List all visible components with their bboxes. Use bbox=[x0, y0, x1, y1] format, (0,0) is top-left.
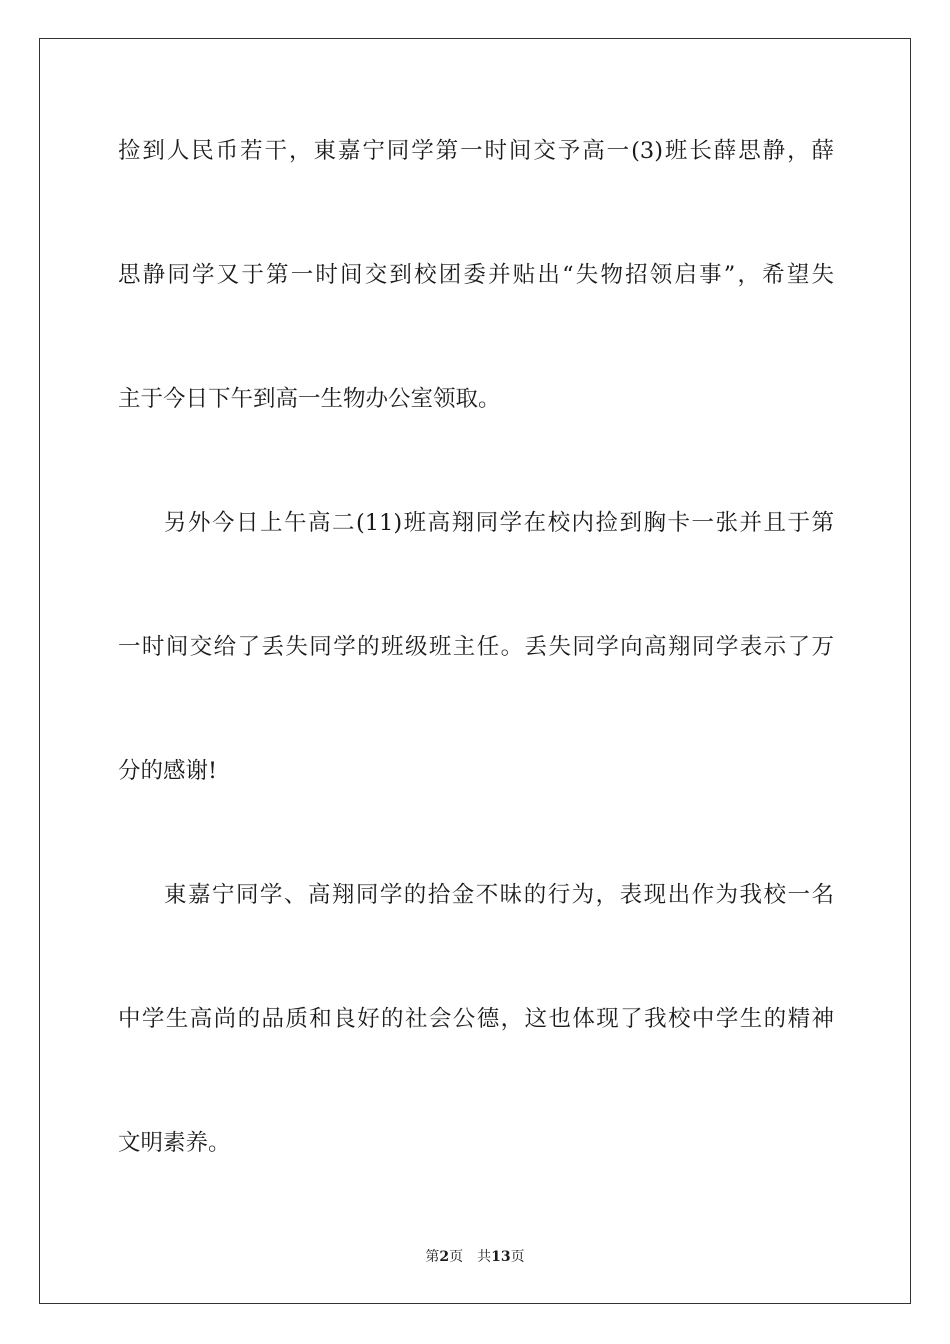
page-suffix: 页 bbox=[449, 1249, 464, 1265]
paragraph-3-line-3: 文明素养。 bbox=[118, 1130, 231, 1156]
total-pages: 13 bbox=[491, 1249, 511, 1265]
paragraph-2-line-1: 另外今日上午高二(11)班高翔同学在校内捡到胸卡一张并且于第 bbox=[164, 510, 834, 536]
paragraph-2-line-3: 分的感谢! bbox=[118, 758, 218, 784]
paragraph-1-line-3: 主于今日下午到高一生物办公室领取。 bbox=[118, 386, 501, 412]
page-footer bbox=[0, 1248, 950, 1266]
page-prefix: 第 bbox=[425, 1249, 440, 1265]
total-prefix: 共 bbox=[477, 1249, 492, 1265]
paragraph-2-line-2: 一时间交给了丢失同学的班级班主任。丢失同学向高翔同学表示了万 bbox=[118, 634, 834, 660]
page-number: 2 bbox=[439, 1249, 450, 1265]
paragraph-3-line-1: 東嘉宁同学、高翔同学的拾金不昧的行为，表现出作为我校一名 bbox=[164, 882, 834, 908]
paragraph-1-line-1: 捡到人民币若干，東嘉宁同学第一时间交予高一(3)班长薛思静，薛 bbox=[118, 138, 834, 164]
paragraph-3-line-2: 中学生高尚的品质和良好的社会公德，这也体现了我校中学生的精神 bbox=[118, 1006, 834, 1032]
paragraph-1-line-2: 思静同学又于第一时间交到校团委并贴出“失物招领启事”，希望失 bbox=[118, 262, 834, 288]
total-suffix: 页 bbox=[510, 1249, 525, 1265]
page-border bbox=[39, 38, 911, 1304]
